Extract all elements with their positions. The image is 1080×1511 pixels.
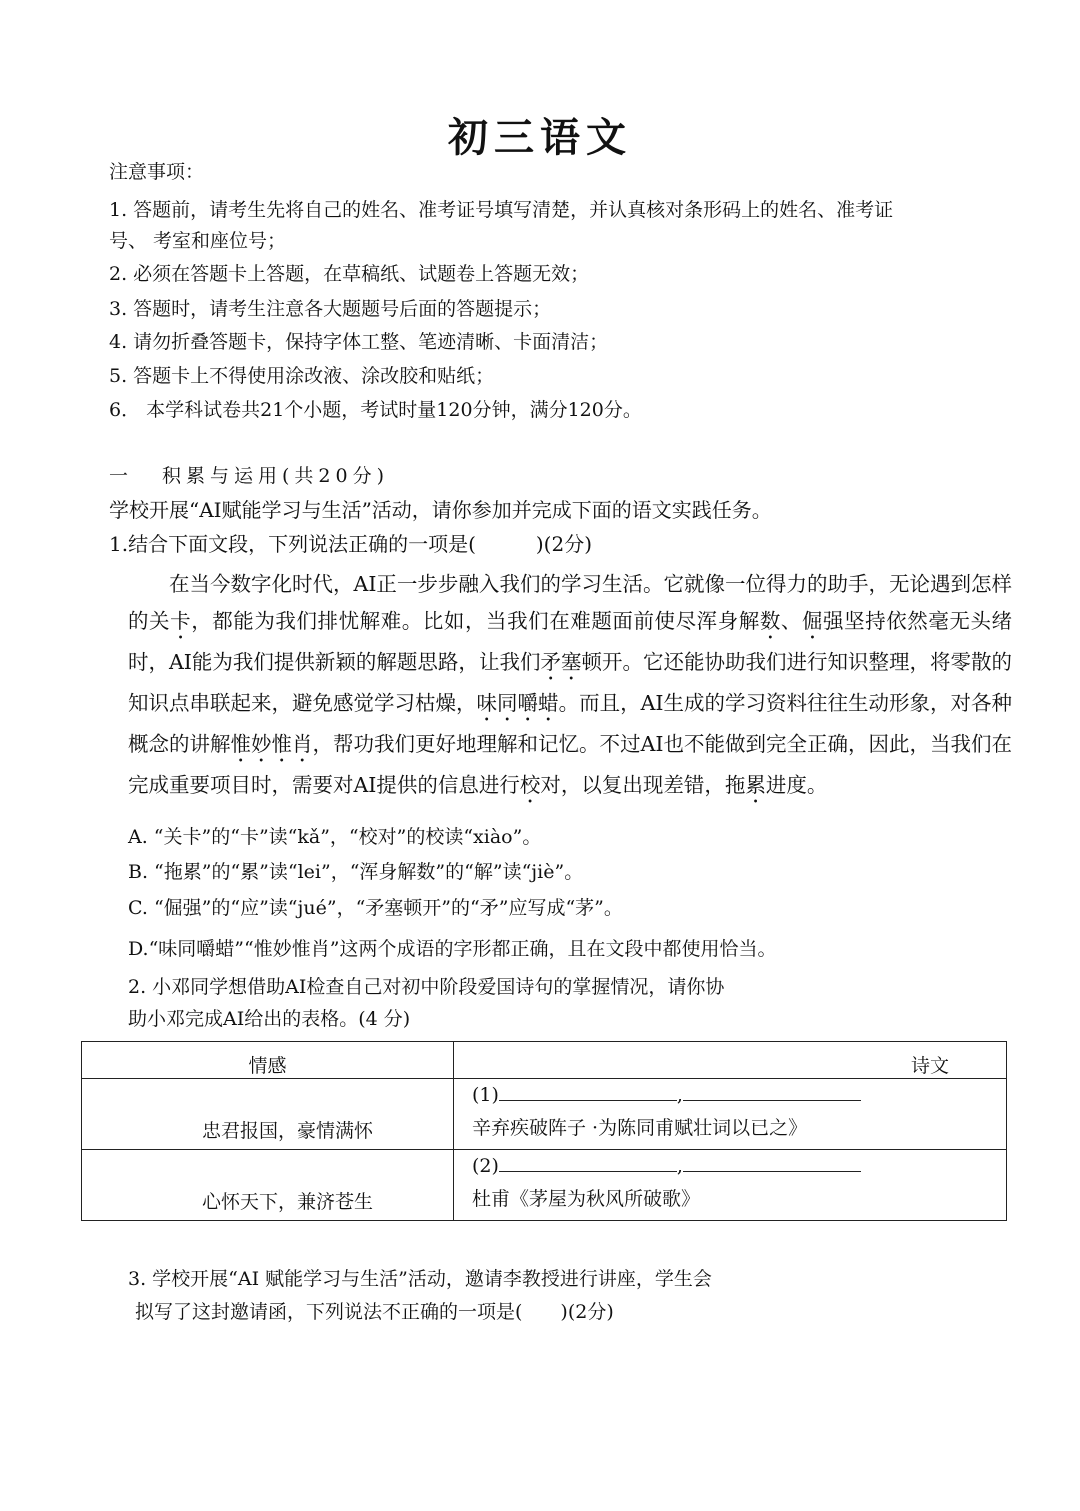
table-header-emotion: 情感 — [82, 1042, 454, 1079]
emotion-cell: 心怀天下，兼济苍生 — [82, 1150, 454, 1221]
passage-text: 对，以复出现差错，拖 — [540, 772, 746, 797]
question-1-passage — [128, 566, 1012, 808]
passage-text: 强坚持依然毫无头绪时，AI能为我们提供新颖的解题思路，让我们 — [128, 608, 1013, 674]
emphasized-word: 惟妙惟肖 — [230, 731, 313, 756]
table-row — [82, 1150, 1007, 1221]
section-title: 积累与运用(共20分) — [162, 465, 390, 487]
poem-table — [81, 1041, 1007, 1221]
note-item: 5. 答题卡上不得使用涂改液、涂改胶和贴纸； — [109, 365, 495, 387]
answer-blank[interactable] — [683, 1082, 861, 1101]
passage-text: ，帮功我们更好地理解和记忆。不过AI也不能做到完全正确，因此，当我们在完成重要项目时，需要对AI提供的信息进行 — [128, 731, 1013, 797]
passage-text: 、 — [780, 608, 802, 633]
passage-text: ，都能为我们排忧解难。比如，当我们在难题面前使尽浑身解 — [191, 608, 760, 633]
option-b: B. “拖累”的“累”读“lei”，“浑身解数”的“解”读“jiè”。 — [128, 861, 584, 883]
poem-source: 杜甫《茅屋为秋风所破歌》 — [472, 1188, 701, 1210]
emphasized-word: 倔 — [801, 608, 824, 633]
option-d: D.“味同嚼蜡”“惟妙惟肖”这两个成语的字形都正确，且在文段中都使用恰当。 — [128, 938, 777, 960]
emotion-cell: 忠君报国，豪情满怀 — [82, 1079, 454, 1150]
answer-blank[interactable] — [499, 1082, 677, 1101]
note-item: 号、 考室和座位号； — [109, 230, 287, 252]
note-item: 4. 请勿折叠答题卡，保持字体工整、笔迹清晰、卡面清洁； — [109, 331, 609, 353]
note-item: 6． 本学科试卷共21个小题，考试时量120分钟，满分120分。 — [109, 399, 642, 421]
question-1-stem: 1.结合下面文段，下列说法正确的一项是( )(2分) — [109, 532, 593, 556]
poem-cell — [454, 1079, 1007, 1150]
poem-source: 辛弃疾破阵子 ·为陈同甫赋壮词以已之》 — [472, 1117, 808, 1139]
note-item: 3. 答题时，请考生注意各大题题号后面的答题提示； — [109, 298, 552, 320]
notes-heading: 注意事项： — [109, 161, 205, 183]
note-item: 2. 必须在答题卡上答题，在草稿纸、试题卷上答题无效； — [109, 263, 590, 285]
answer-blank[interactable] — [683, 1153, 861, 1172]
emphasized-word: 校 — [519, 772, 541, 797]
question-3-stem-cont: 拟写了这封邀请函，下列说法不正确的一项是( )(2分) — [135, 1301, 614, 1323]
option-c: C. “倔强”的“应”读“jué”，“矛塞顿开”的“矛”应写成“茅”。 — [128, 897, 623, 919]
passage-text: 进度。 — [765, 772, 828, 797]
emphasized-word: 味同嚼蜡 — [476, 690, 559, 715]
section-number: 一 — [109, 465, 129, 487]
page-title: 初三语文 — [448, 114, 632, 161]
passage-text: 。而且，AI生成的学习资料往往生动形象，对各种概念的讲解 — [128, 690, 1013, 756]
table-header-poem: 诗文 — [454, 1042, 1007, 1079]
poem-cell — [454, 1150, 1007, 1221]
question-2-stem-cont: 助小邓完成AI给出的表格。(4 分) — [128, 1008, 411, 1030]
emphasized-word: 卡 — [170, 608, 192, 633]
answer-line-1: (1) , — [454, 1079, 1006, 1112]
question-2-stem: 2. 小邓同学想借助AI检查自己对初中阶段爱国诗句的掌握情况，请你协 — [128, 976, 725, 998]
section-intro: 学校开展“AI赋能学习与生活”活动，请你参加并完成下面的语文实践任务。 — [109, 498, 772, 522]
note-item: 1. 答题前，请考生先将自己的姓名、准考证号填写清楚，并认真核对条形码上的姓名、准考证 — [109, 199, 894, 221]
answer-line-2: (2) , — [454, 1150, 1006, 1183]
emphasized-word: 矛塞 — [540, 649, 582, 674]
table-row — [82, 1079, 1007, 1150]
option-a: A. “关卡”的“卡”读“kǎ”，“校对”的校读“xiào”。 — [128, 826, 542, 848]
answer-blank[interactable] — [499, 1153, 677, 1172]
emphasized-word: 数 — [759, 608, 781, 633]
question-3-stem: 3. 学校开展“AI 赋能学习与生活”活动，邀请李教授进行讲座，学生会 — [128, 1268, 712, 1290]
emphasized-word: 累 — [745, 772, 766, 797]
passage-text: 在当今数字化时代，AI正一步步融入我们的学习生活。它就像一位得力的助手，无论遇到怎样的关 — [128, 572, 1012, 633]
table-header-row — [82, 1042, 1007, 1079]
passage-text: 顿开。它还能协助我们进行知识整理，将零散的知识点串联起来，避免感觉学习枯燥， — [128, 649, 1013, 715]
